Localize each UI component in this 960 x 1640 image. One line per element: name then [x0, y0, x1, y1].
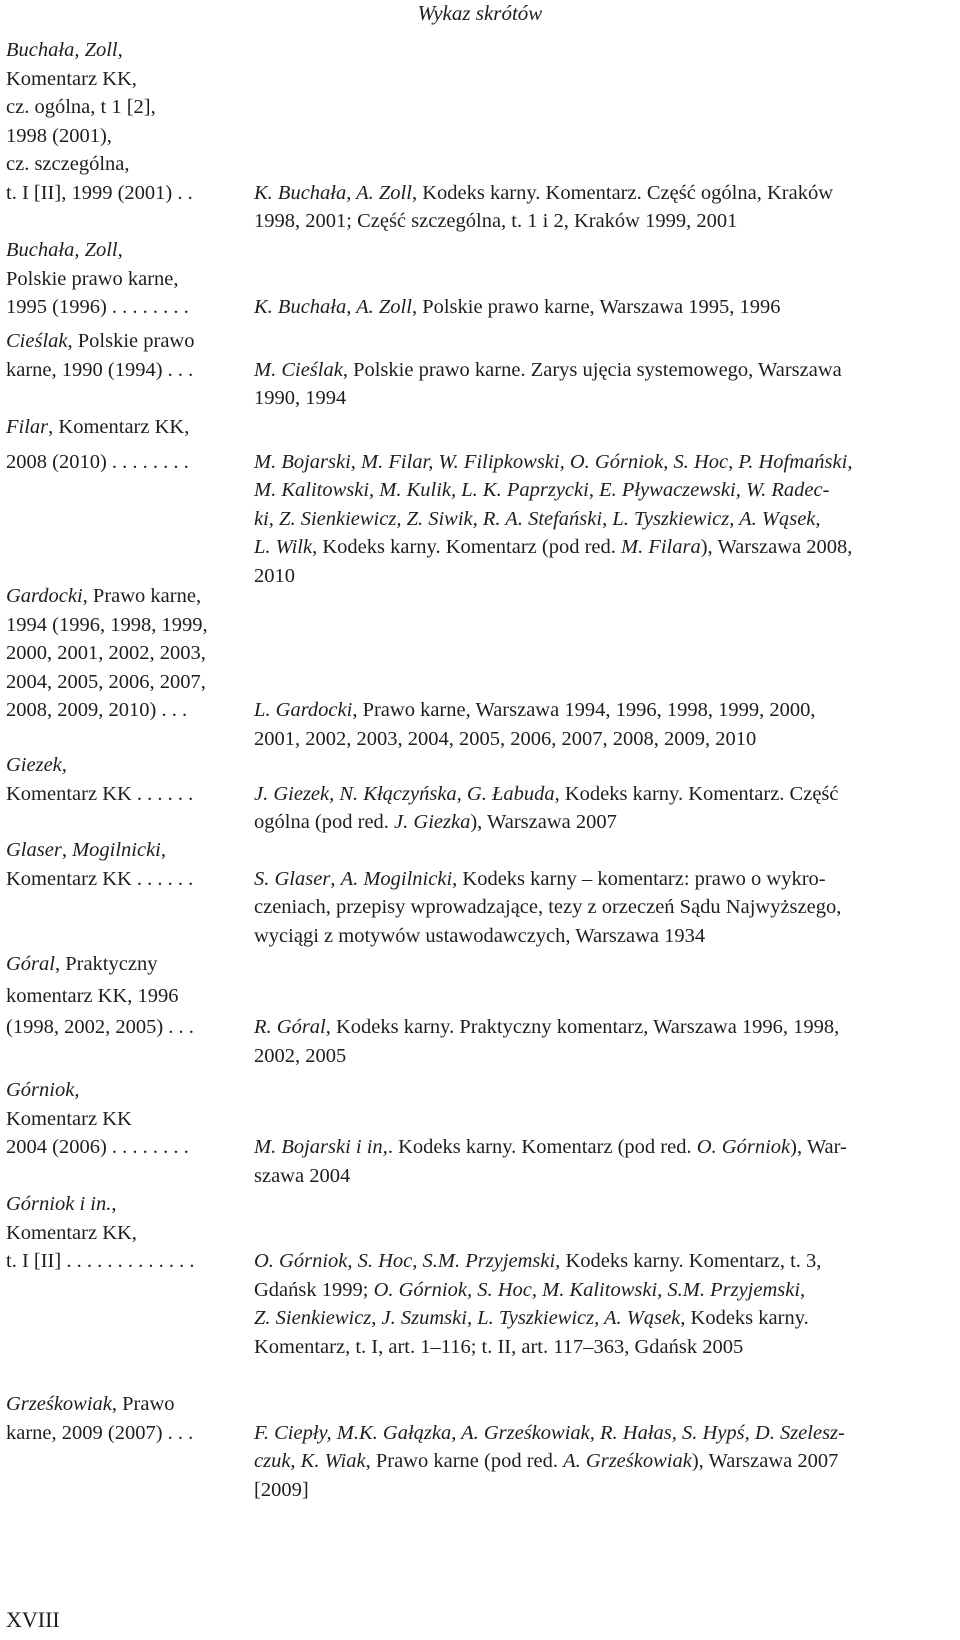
italic-text: Cieślak — [6, 330, 68, 352]
text-run: , Praktyczny — [54, 953, 158, 975]
text-line — [254, 1162, 948, 1191]
abbreviation-label — [6, 582, 246, 725]
text-line — [254, 1419, 948, 1448]
text-run: karne, 2009 (2007) . . . — [6, 1421, 194, 1444]
text-line — [6, 582, 246, 611]
text-line — [254, 356, 948, 385]
text-line — [254, 725, 948, 754]
italic-text: Buchała, Zoll, — [6, 239, 123, 261]
text-line — [254, 293, 948, 322]
italic-text: Z. Sienkiewicz, J. Szumski, L. Tyszkiewicz, A. Wąsek, — [254, 1307, 686, 1329]
abbreviation-label — [6, 236, 246, 322]
italic-text: Filar — [6, 416, 49, 438]
text-line — [6, 982, 246, 1011]
text-run: 2008 (2010) . . . . . . . . — [6, 450, 189, 473]
italic-text: Buchała, Zoll, — [6, 39, 123, 61]
italic-text: M. Filara — [621, 536, 701, 558]
italic-text: O. Górniok — [696, 1136, 791, 1158]
text-run: ), Warszawa 2007 — [470, 811, 617, 833]
italic-text: Górniok i in. — [6, 1193, 112, 1215]
text-run: ), Warszawa 2008, — [700, 536, 853, 558]
text-line — [6, 865, 246, 894]
text-line — [6, 1219, 246, 1248]
text-run: , Polskie prawo karne, Warszawa 1995, 1996 — [411, 296, 781, 318]
italic-text: ki, Z. Sienkiewicz, Z. Siwik, R. A. Stefański, L. Tyszkiewicz, A. Wąsek, — [254, 507, 821, 530]
text-line — [6, 836, 246, 865]
text-line — [6, 611, 246, 640]
italic-text: Giezek, — [6, 754, 67, 776]
text-run: ), Warszawa 2007 — [691, 1450, 839, 1472]
text-run: cz. szczególna, — [6, 153, 130, 175]
text-run: Komentarz KK, — [6, 1221, 137, 1244]
text-run: ), War- — [790, 1136, 847, 1158]
italic-text: J. Giezka — [394, 811, 471, 833]
text-run: , Komentarz KK, — [48, 416, 190, 438]
text-run: 2004 (2006) . . . . . . . . — [6, 1136, 189, 1158]
abbreviation-description — [254, 1419, 948, 1505]
text-run: , Kodeks karny. Komentarz (pod red. — [312, 536, 622, 558]
text-run: , Polskie prawo — [67, 330, 195, 352]
abbreviation-label — [6, 950, 246, 1042]
text-line — [6, 696, 246, 725]
running-head: Wykaz skrótów — [417, 1, 543, 25]
page-number: XVIII — [6, 1607, 60, 1632]
text-line — [6, 93, 246, 122]
text-line — [254, 808, 948, 837]
abbreviation-description — [254, 179, 948, 236]
abbreviation-description — [254, 780, 948, 837]
italic-text: F. Ciepły, M.K. Gałązka, A. Grześkowiak, R. Hałas, S. Hypś, D. Szelesz- — [254, 1421, 845, 1444]
text-run: ogólna (pod red. — [254, 811, 395, 833]
text-line — [6, 1105, 246, 1134]
text-line — [254, 384, 948, 413]
italic-text: K. Buchała, A. Zoll — [254, 296, 412, 318]
text-run: 2002, 2005 — [254, 1044, 347, 1067]
italic-text: O. Górniok, S. Hoc, S.M. Przyjemski, — [254, 1250, 561, 1272]
italic-text: czuk, K. Wiak — [254, 1450, 366, 1472]
text-run: 1998, 2001; Część szczególna, t. 1 i 2, Kraków 1999, 2001 — [254, 210, 738, 232]
text-run: 2004, 2005, 2006, 2007, — [6, 670, 206, 693]
abbreviation-label — [6, 36, 246, 207]
text-line — [254, 1304, 948, 1333]
text-run: , Polskie prawo karne. Zarys ujęcia systemowego, Warszawa — [342, 358, 842, 381]
text-run: , Kodeks karny. Praktyczny komentarz, Warszawa 1996, 1998, — [325, 1016, 840, 1038]
text-line — [254, 179, 948, 208]
text-run: 1995 (1996) . . . . . . . . — [6, 296, 189, 318]
text-run: czeniach, przepisy wprowadzające, tezy z orzeczeń Sądu Najwyższego, — [254, 896, 842, 918]
text-run: szawa 2004 — [254, 1164, 351, 1187]
text-run: , Prawo karne, Warszawa 1994, 1996, 1998, 1999, 2000, — [352, 699, 816, 721]
text-run: Komentarz KK . . . . . . — [6, 867, 194, 890]
text-run: Kodeks karny. — [685, 1307, 809, 1329]
italic-text: M. Cieślak — [254, 358, 343, 381]
italic-text: L. Wilk — [254, 536, 313, 558]
text-line — [6, 1133, 246, 1162]
text-run: t. I [II] . . . . . . . . . . . . . — [6, 1250, 195, 1272]
text-line — [6, 1076, 246, 1105]
text-line — [254, 1447, 948, 1476]
text-line — [254, 1333, 948, 1362]
text-line — [6, 1419, 246, 1448]
italic-text: M. Kalitowski, M. Kulik, L. K. Paprzycki, E. Pływaczewski, W. Radec- — [254, 479, 830, 501]
text-line — [254, 448, 948, 477]
text-run: , — [111, 1193, 117, 1215]
text-run: Komentarz KK — [6, 1107, 132, 1130]
text-run: Polskie prawo karne, — [6, 267, 179, 290]
abbreviation-description — [254, 1013, 948, 1070]
text-run: , — [61, 839, 73, 861]
text-line — [254, 505, 948, 534]
text-run: Komentarz KK, — [6, 67, 137, 90]
text-run: 1990, 1994 — [254, 387, 347, 409]
text-line — [6, 179, 246, 208]
abbreviation-description — [254, 865, 948, 951]
abbreviation-label — [6, 1076, 246, 1162]
text-line — [6, 65, 246, 94]
text-run: wyciągi z motywów ustawodawczych, Warszawa 1934 — [254, 924, 706, 947]
italic-text: S. Glaser — [254, 867, 331, 890]
text-line — [6, 236, 246, 265]
text-line — [254, 476, 948, 505]
abbreviation-description — [254, 448, 948, 591]
italic-text: O. Górniok, S. Hoc, M. Kalitowski, S.M. Przyjemski, — [373, 1278, 806, 1301]
italic-text: Gardocki — [6, 585, 83, 607]
abbreviation-label — [6, 1190, 246, 1276]
italic-text: K. Buchała, A. Zoll — [254, 181, 412, 204]
text-run: 2008, 2009, 2010) . . . — [6, 699, 188, 721]
text-line — [254, 1042, 948, 1071]
text-run: , Prawo karne, — [82, 585, 202, 607]
text-line — [254, 1276, 948, 1305]
text-run: 1998 (2001), — [6, 124, 112, 147]
italic-text: L. Gardocki — [254, 699, 353, 721]
text-run: cz. ogólna, t 1 [2], — [6, 96, 156, 118]
text-line — [6, 1013, 246, 1042]
text-line — [6, 448, 246, 477]
text-line — [6, 265, 246, 294]
text-run: , Prawo karne (pod red. — [365, 1450, 564, 1472]
text-run: Kodeks karny. Komentarz, t. 3, — [560, 1250, 822, 1272]
abbreviation-description — [254, 1133, 948, 1190]
text-line — [6, 327, 246, 356]
abbreviation-description — [254, 696, 948, 753]
abbreviation-label — [6, 751, 246, 808]
text-line — [6, 639, 246, 668]
text-line — [254, 1133, 948, 1162]
text-run: 2001, 2002, 2003, 2004, 2005, 2006, 2007, 2008, 2009, 2010 — [254, 727, 757, 750]
text-line — [6, 780, 246, 809]
abbreviation-description — [254, 293, 948, 322]
text-run: , Prawo — [111, 1393, 175, 1415]
text-line — [254, 696, 948, 725]
abbreviation-description — [254, 1247, 948, 1361]
text-run: Komentarz, t. I, art. 1–116; t. II, art. 117–363, Gdańsk 2005 — [254, 1335, 744, 1358]
text-line — [6, 356, 246, 385]
italic-text: Mogilnicki — [72, 839, 161, 861]
text-run: [2009] — [254, 1478, 309, 1501]
text-run: . Kodeks karny. Komentarz (pod red. — [387, 1136, 697, 1158]
text-line — [254, 562, 948, 591]
italic-text: J. Giezek, N. Kłączyńska, G. Łabuda — [254, 782, 555, 805]
italic-text: Góral — [6, 953, 55, 975]
abbreviation-label — [6, 1390, 246, 1447]
text-run: , — [160, 839, 166, 861]
text-line — [6, 1190, 246, 1219]
text-line — [254, 1013, 948, 1042]
abbreviation-label — [6, 413, 246, 476]
text-line — [6, 293, 246, 322]
text-line — [6, 36, 246, 65]
text-line — [254, 533, 948, 562]
text-line — [254, 922, 948, 951]
text-line — [254, 1476, 948, 1505]
text-line — [254, 780, 948, 809]
italic-text: M. Bojarski, M. Filar, W. Filipkowski, O. Górniok, S. Hoc, P. Hofmański, — [254, 450, 853, 473]
text-run: 2010 — [254, 564, 295, 587]
italic-text: A. Mogilnicki — [340, 867, 453, 890]
text-line — [254, 207, 948, 236]
text-line — [6, 150, 246, 179]
italic-text: A. Grześkowiak — [563, 1450, 692, 1472]
text-line — [6, 668, 246, 697]
abbreviation-description — [254, 356, 948, 413]
text-run: , Kodeks karny. Komentarz. Część — [554, 782, 839, 805]
abbreviation-label — [6, 327, 246, 384]
text-line — [6, 1247, 246, 1276]
italic-text: R. Góral — [254, 1016, 326, 1038]
text-run: , Kodeks karny. Komentarz. Część ogólna, Kraków — [411, 181, 834, 204]
text-run: 2000, 2001, 2002, 2003, — [6, 642, 206, 664]
text-line — [6, 413, 246, 442]
italic-text: Glaser — [6, 839, 62, 861]
text-run: Komentarz KK . . . . . . — [6, 782, 194, 805]
italic-text: Grześkowiak — [6, 1393, 112, 1415]
text-run: 1994 (1996, 1998, 1999, — [6, 613, 208, 636]
text-run: komentarz KK, 1996 — [6, 984, 179, 1007]
text-line — [6, 122, 246, 151]
italic-text: Górniok, — [6, 1079, 80, 1101]
text-line — [6, 950, 246, 979]
text-line — [6, 1390, 246, 1419]
text-line — [254, 1247, 948, 1276]
text-run: t. I [II], 1999 (2001) . . — [6, 181, 193, 204]
text-line — [254, 865, 948, 894]
text-line — [6, 751, 246, 780]
text-run: Gdańsk 1999; — [254, 1278, 374, 1301]
text-line — [254, 893, 948, 922]
abbreviation-label — [6, 836, 246, 893]
text-run: (1998, 2002, 2005) . . . — [6, 1016, 194, 1038]
text-run: , Kodeks karny – komentarz: prawo o wykro- — [452, 867, 826, 890]
text-run: , — [330, 867, 341, 890]
text-run: karne, 1990 (1994) . . . — [6, 358, 194, 381]
italic-text: M. Bojarski i in, — [254, 1136, 388, 1158]
